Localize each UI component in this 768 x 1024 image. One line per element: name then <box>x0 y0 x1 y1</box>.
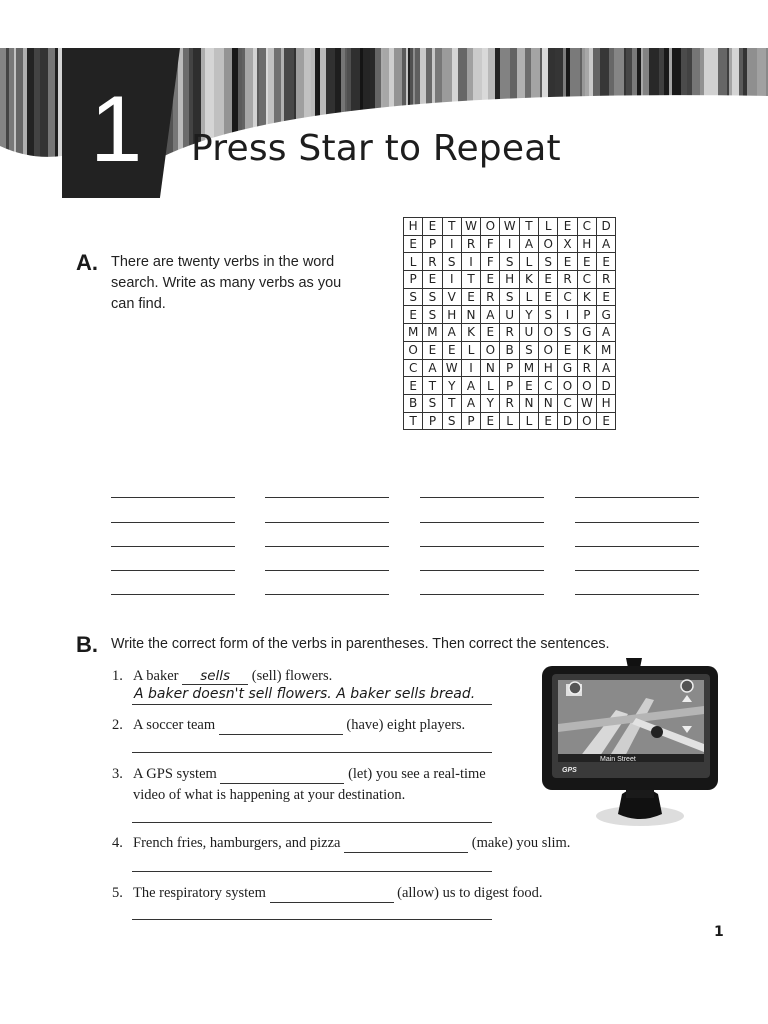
verb-blank-line[interactable] <box>265 522 389 523</box>
word-search-cell[interactable]: T <box>461 271 480 289</box>
word-search-cell[interactable]: L <box>539 218 558 236</box>
word-search-row <box>404 271 616 289</box>
word-search-cell[interactable]: L <box>500 412 519 430</box>
word-search-grid <box>403 217 616 430</box>
verb-blank-line[interactable] <box>265 497 389 498</box>
question-text: (have) eight players. <box>346 717 466 733</box>
word-search-cell[interactable]: P <box>500 359 519 377</box>
word-search-cell[interactable]: E <box>423 271 442 289</box>
word-search-cell[interactable]: I <box>442 235 461 253</box>
word-search-cell[interactable]: W <box>461 218 480 236</box>
verb-blank-line[interactable] <box>575 546 699 547</box>
word-search-cell[interactable]: P <box>500 377 519 395</box>
word-search-cell[interactable]: G <box>577 324 596 342</box>
word-search-cell[interactable]: R <box>461 235 480 253</box>
correction-line-3[interactable] <box>132 822 492 823</box>
word-search-cell[interactable]: E <box>481 412 500 430</box>
word-search-row <box>404 253 616 271</box>
word-search-cell[interactable]: W <box>442 359 461 377</box>
word-search-cell[interactable]: E <box>461 288 480 306</box>
word-search-cell[interactable]: E <box>539 412 558 430</box>
instruction-line: can find. <box>111 296 166 312</box>
word-search-cell[interactable]: E <box>519 377 538 395</box>
correction-line-1[interactable] <box>132 704 492 705</box>
word-search-cell[interactable]: M <box>519 359 538 377</box>
question-text: A baker <box>133 668 179 684</box>
word-search-cell[interactable]: A <box>423 359 442 377</box>
word-search-cell[interactable]: S <box>423 306 442 324</box>
question-number: 4. <box>112 835 123 851</box>
word-search-cell[interactable]: C <box>577 271 596 289</box>
answer-blank-filled[interactable]: sells <box>182 668 248 685</box>
answer-blank[interactable] <box>344 835 468 853</box>
section-a-instruction <box>111 252 341 315</box>
word-search-row <box>404 394 616 412</box>
word-search-cell[interactable]: O <box>577 377 596 395</box>
word-search-row <box>404 288 616 306</box>
gps-brand-label: GPS <box>562 767 577 774</box>
word-search-cell[interactable]: N <box>481 359 500 377</box>
word-search-cell[interactable]: U <box>519 324 538 342</box>
word-search-cell[interactable]: R <box>481 288 500 306</box>
word-search-cell[interactable]: E <box>442 341 461 359</box>
word-search-cell[interactable]: Y <box>519 306 538 324</box>
word-search-cell[interactable]: S <box>500 288 519 306</box>
word-search-cell[interactable]: R <box>500 324 519 342</box>
correction-line-2[interactable] <box>132 752 492 753</box>
word-search-cell[interactable]: R <box>558 271 577 289</box>
word-search-cell[interactable]: L <box>481 377 500 395</box>
question-text: French fries, hamburgers, and pizza <box>133 835 341 851</box>
word-search-cell[interactable]: S <box>442 253 461 271</box>
word-search-cell[interactable]: C <box>577 218 596 236</box>
word-search-cell[interactable]: N <box>461 306 480 324</box>
unit-number: 1 <box>90 76 143 181</box>
word-search-cell[interactable]: K <box>577 341 596 359</box>
word-search-cell[interactable]: O <box>481 218 500 236</box>
word-search-cell[interactable]: W <box>577 394 596 412</box>
word-search-cell[interactable]: E <box>481 271 500 289</box>
question-number: 1. <box>112 668 123 684</box>
word-search-cell[interactable]: F <box>481 253 500 271</box>
word-search-cell[interactable]: K <box>577 288 596 306</box>
word-search-cell[interactable]: E <box>423 218 442 236</box>
word-search-row <box>404 218 616 236</box>
word-search-cell[interactable]: O <box>481 341 500 359</box>
word-search-cell[interactable]: O <box>539 235 558 253</box>
word-search-row <box>404 377 616 395</box>
question-text: The respiratory system <box>133 885 266 901</box>
word-search-cell[interactable]: P <box>577 306 596 324</box>
word-search-cell[interactable]: K <box>461 324 480 342</box>
word-search-cell[interactable]: H <box>539 359 558 377</box>
word-search-cell[interactable]: Y <box>481 394 500 412</box>
word-search-cell[interactable]: S <box>404 288 423 306</box>
question-number: 3. <box>112 766 123 782</box>
word-search-cell[interactable]: C <box>558 288 577 306</box>
word-search-cell[interactable]: M <box>596 341 615 359</box>
instruction-line: There are twenty verbs in the word <box>111 254 335 270</box>
word-search-cell[interactable]: P <box>423 235 442 253</box>
verb-blank-line[interactable] <box>420 594 544 595</box>
word-search-cell[interactable]: G <box>596 306 615 324</box>
word-search-cell[interactable]: G <box>558 359 577 377</box>
word-search-cell[interactable]: A <box>596 235 615 253</box>
word-search-cell[interactable]: F <box>481 235 500 253</box>
word-search-cell[interactable]: T <box>519 218 538 236</box>
word-search-cell[interactable]: V <box>442 288 461 306</box>
instruction-line: search. Write as many verbs as you <box>111 275 342 291</box>
question-3 <box>112 766 486 784</box>
verb-blank-line[interactable] <box>265 546 389 547</box>
verb-blank-line[interactable] <box>575 497 699 498</box>
word-search-cell[interactable]: L <box>519 412 538 430</box>
section-b-instruction: Write the correct form of the verbs in parentheses. Then correct the sentences. <box>111 636 610 652</box>
word-search-cell[interactable]: M <box>423 324 442 342</box>
verb-blank-line[interactable] <box>265 594 389 595</box>
word-search-cell[interactable]: I <box>442 271 461 289</box>
word-search-cell[interactable]: E <box>577 253 596 271</box>
question-2 <box>112 717 465 735</box>
word-search-cell[interactable]: A <box>519 235 538 253</box>
word-search-cell[interactable]: A <box>461 394 480 412</box>
word-search-cell[interactable]: S <box>519 341 538 359</box>
word-search-cell[interactable]: S <box>539 253 558 271</box>
word-search-cell[interactable]: H <box>500 271 519 289</box>
word-search-cell[interactable]: T <box>404 412 423 430</box>
verb-blank-line[interactable] <box>265 570 389 571</box>
word-search-cell[interactable]: O <box>577 412 596 430</box>
word-search-cell[interactable]: E <box>558 253 577 271</box>
verb-blank-line[interactable] <box>111 522 235 523</box>
word-search-cell[interactable]: D <box>558 412 577 430</box>
word-search-row <box>404 341 616 359</box>
word-search-cell[interactable]: L <box>404 253 423 271</box>
correction-line-4[interactable] <box>132 871 492 872</box>
word-search-cell[interactable]: N <box>519 394 538 412</box>
word-search-cell[interactable]: E <box>558 341 577 359</box>
word-search-cell[interactable]: S <box>558 324 577 342</box>
word-search-cell[interactable]: P <box>404 271 423 289</box>
word-search-row <box>404 412 616 430</box>
word-search-cell[interactable]: S <box>442 412 461 430</box>
word-search-row <box>404 306 616 324</box>
word-search-cell[interactable]: A <box>596 359 615 377</box>
word-search-cell[interactable]: I <box>461 253 480 271</box>
gps-street-label: Main Street <box>600 756 636 763</box>
word-search-cell[interactable]: L <box>519 288 538 306</box>
question-text: (allow) us to digest food. <box>397 885 543 901</box>
word-search-cell[interactable]: E <box>404 235 423 253</box>
word-search-cell[interactable]: I <box>461 359 480 377</box>
section-b-letter: B. <box>76 632 98 657</box>
word-search-cell[interactable]: E <box>596 288 615 306</box>
word-search-cell[interactable]: I <box>558 306 577 324</box>
word-search-cell[interactable]: E <box>481 324 500 342</box>
word-search-cell[interactable]: C <box>558 394 577 412</box>
verb-blank-line[interactable] <box>420 497 544 498</box>
word-search-cell[interactable]: A <box>596 324 615 342</box>
verb-blank-line[interactable] <box>111 546 235 547</box>
word-search-cell[interactable]: A <box>481 306 500 324</box>
word-search-cell[interactable]: H <box>577 235 596 253</box>
word-search-cell[interactable]: E <box>558 218 577 236</box>
verb-blank-line[interactable] <box>420 546 544 547</box>
corrected-sentence-1: A baker doesn't sell flowers. A baker sells bread. <box>134 686 476 702</box>
word-search-cell[interactable]: D <box>596 218 615 236</box>
verb-blank-line[interactable] <box>420 570 544 571</box>
answer-blank[interactable] <box>220 766 344 784</box>
verb-blank-line[interactable] <box>111 497 235 498</box>
section-a-letter: A. <box>76 250 98 275</box>
question-number: 5. <box>112 885 123 901</box>
word-search-cell[interactable]: P <box>461 412 480 430</box>
word-search-cell[interactable]: O <box>404 341 423 359</box>
word-search-cell[interactable]: S <box>423 288 442 306</box>
word-search-cell[interactable]: S <box>500 253 519 271</box>
word-search-cell[interactable]: L <box>519 253 538 271</box>
word-search-cell[interactable]: O <box>539 324 558 342</box>
word-search-cell[interactable]: I <box>500 235 519 253</box>
word-search-cell[interactable]: M <box>404 324 423 342</box>
word-search-cell[interactable]: T <box>423 377 442 395</box>
word-search-cell[interactable]: S <box>423 394 442 412</box>
verb-blank-line[interactable] <box>420 522 544 523</box>
word-search-cell[interactable]: T <box>442 394 461 412</box>
question-number: 2. <box>112 717 123 733</box>
verb-blank-line[interactable] <box>111 594 235 595</box>
question-text: (make) you slim. <box>471 835 571 851</box>
verb-blank-line[interactable] <box>575 522 699 523</box>
word-search-cell[interactable]: C <box>539 377 558 395</box>
word-search-cell[interactable]: R <box>423 253 442 271</box>
question-5 <box>112 885 543 903</box>
gps-device-image <box>536 654 726 834</box>
word-search-cell[interactable]: C <box>404 359 423 377</box>
word-search-row <box>404 235 616 253</box>
word-search-cell[interactable]: D <box>596 377 615 395</box>
question-text: A soccer team <box>133 717 216 733</box>
word-search-cell[interactable]: X <box>558 235 577 253</box>
word-search-cell[interactable]: E <box>404 306 423 324</box>
word-search-cell[interactable]: W <box>500 218 519 236</box>
verb-blank-line[interactable] <box>111 570 235 571</box>
word-search-cell[interactable]: A <box>461 377 480 395</box>
word-search-cell[interactable]: B <box>404 394 423 412</box>
word-search-cell[interactable]: R <box>596 271 615 289</box>
page-title: Press Star to Repeat <box>191 128 561 169</box>
word-search-cell[interactable]: H <box>596 394 615 412</box>
word-search-cell[interactable]: U <box>500 306 519 324</box>
word-search-cell[interactable]: H <box>442 306 461 324</box>
word-search-cell[interactable]: K <box>519 271 538 289</box>
word-search-row <box>404 324 616 342</box>
word-search-cell[interactable]: E <box>539 271 558 289</box>
word-search-cell[interactable]: O <box>539 341 558 359</box>
word-search-row <box>404 359 616 377</box>
question-text: A GPS system <box>133 766 217 782</box>
question-1 <box>112 668 332 685</box>
word-search-cell[interactable]: A <box>442 324 461 342</box>
question-3-continued: video of what is happening at your destination. <box>133 787 406 803</box>
verb-blank-line[interactable] <box>575 570 699 571</box>
word-search-cell[interactable]: E <box>596 253 615 271</box>
word-search-cell[interactable]: L <box>461 341 480 359</box>
question-text: (let) you see a real-time <box>348 766 486 782</box>
word-search-cell[interactable]: E <box>404 377 423 395</box>
word-search-cell[interactable]: R <box>577 359 596 377</box>
word-search-cell[interactable]: O <box>558 377 577 395</box>
word-search-cell[interactable]: P <box>423 412 442 430</box>
word-search-cell[interactable]: S <box>539 306 558 324</box>
word-search-cell[interactable]: E <box>539 288 558 306</box>
word-search-cell[interactable]: R <box>500 394 519 412</box>
question-text: (sell) flowers. <box>251 668 333 684</box>
word-search-cell[interactable]: T <box>442 218 461 236</box>
answer-blank[interactable] <box>270 885 394 903</box>
word-search-cell[interactable]: N <box>539 394 558 412</box>
page-number: 1 <box>714 924 724 940</box>
verb-blank-line[interactable] <box>575 594 699 595</box>
word-search-cell[interactable]: B <box>500 341 519 359</box>
word-search-cell[interactable]: E <box>596 412 615 430</box>
word-search-cell[interactable]: Y <box>442 377 461 395</box>
question-4 <box>112 835 570 853</box>
word-search-cell[interactable]: H <box>404 218 423 236</box>
word-search-cell[interactable]: E <box>423 341 442 359</box>
answer-blank[interactable] <box>219 717 343 735</box>
correction-line-5[interactable] <box>132 919 492 920</box>
